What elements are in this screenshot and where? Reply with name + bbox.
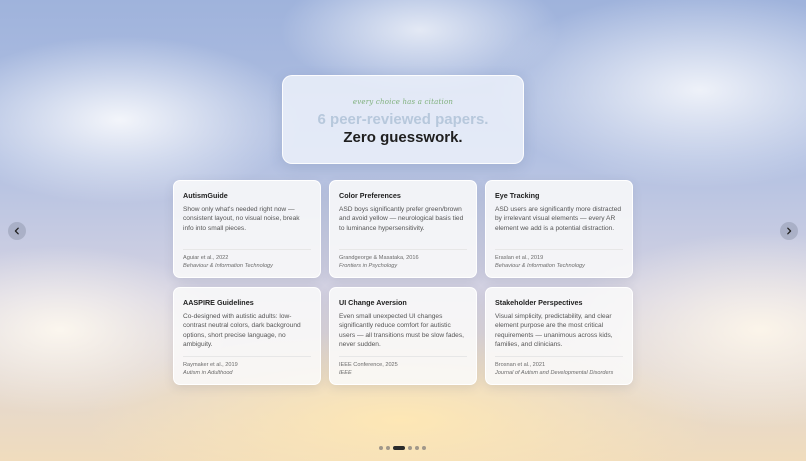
card-divider	[495, 249, 623, 250]
paper-description: ASD users are significantly more distracted by irrelevant visual elements — every AR element we add is a potential distraction.	[495, 206, 622, 232]
slide-dot[interactable]	[408, 446, 412, 450]
slide-pagination	[379, 446, 426, 450]
hero-headline-secondary: 6 peer-reviewed papers.	[317, 111, 489, 128]
paper-citation: Aguiar et al., 2022	[183, 255, 229, 261]
paper-title: UI Change Aversion	[339, 298, 407, 307]
paper-card	[329, 180, 477, 278]
chevron-right-icon	[785, 227, 793, 235]
paper-journal: Frontiers in Psychology	[339, 263, 398, 269]
paper-card	[485, 180, 633, 278]
paper-card	[485, 287, 633, 385]
card-divider	[339, 356, 467, 357]
paper-card	[173, 180, 321, 278]
slide-dot[interactable]	[386, 446, 390, 450]
paper-title: Eye Tracking	[495, 191, 540, 200]
chevron-left-icon	[13, 227, 21, 235]
paper-description: ASD boys significantly prefer green/brown and avoid yellow — neurological basis tied to luminance hypersensitivity.	[339, 206, 464, 232]
paper-description: Co-designed with autistic adults: low-contrast neutral colors, dark background options, short precise language, no ambiguity.	[183, 313, 301, 349]
card-divider	[183, 249, 311, 250]
paper-title: Color Preferences	[339, 191, 401, 200]
paper-citation: Brosnan et al., 2021	[495, 362, 546, 368]
hero-panel	[282, 75, 524, 164]
slide-dot-active[interactable]	[393, 446, 405, 450]
paper-card	[173, 287, 321, 385]
card-divider	[495, 356, 623, 357]
paper-title: AutismGuide	[183, 191, 228, 200]
slide-dot[interactable]	[379, 446, 383, 450]
paper-citation: Grandgeorge & Masataka, 2016	[339, 255, 419, 261]
previous-slide-button[interactable]	[8, 222, 26, 240]
paper-description: Show only what's needed right now — consistent layout, no visual noise, break info into small pieces.	[183, 206, 300, 232]
card-divider	[339, 249, 467, 250]
paper-card	[329, 287, 477, 385]
paper-title: Stakeholder Perspectives	[495, 298, 583, 307]
paper-title: AASPIRE Guidelines	[183, 298, 254, 307]
slide-dot[interactable]	[422, 446, 426, 450]
paper-journal: Behaviour & Information Technology	[183, 263, 273, 269]
paper-journal: Journal of Autism and Developmental Disorders	[495, 370, 614, 376]
paper-description: Even small unexpected UI changes significantly reduce comfort for autistic users — all transitions must be slow fades, never sudden.	[339, 313, 464, 349]
paper-journal: IEEE	[339, 370, 352, 376]
card-divider	[183, 356, 311, 357]
paper-description: Visual simplicity, predictability, and clear element purpose are the most critical requirements — unanimous across kids, families, and clinicians.	[495, 313, 613, 349]
paper-citation: Eraslan et al., 2019	[495, 255, 544, 261]
paper-citation: IEEE Conference, 2025	[339, 362, 398, 368]
paper-journal: Autism in Adulthood	[183, 370, 233, 376]
slide-dot[interactable]	[415, 446, 419, 450]
hero-tagline: every choice has a citation	[352, 98, 454, 106]
paper-citation: Raymaker et al., 2019	[183, 362, 238, 368]
paper-journal: Behaviour & Information Technology	[495, 263, 585, 269]
hero-headline-primary: Zero guesswork.	[343, 129, 463, 146]
next-slide-button[interactable]	[780, 222, 798, 240]
